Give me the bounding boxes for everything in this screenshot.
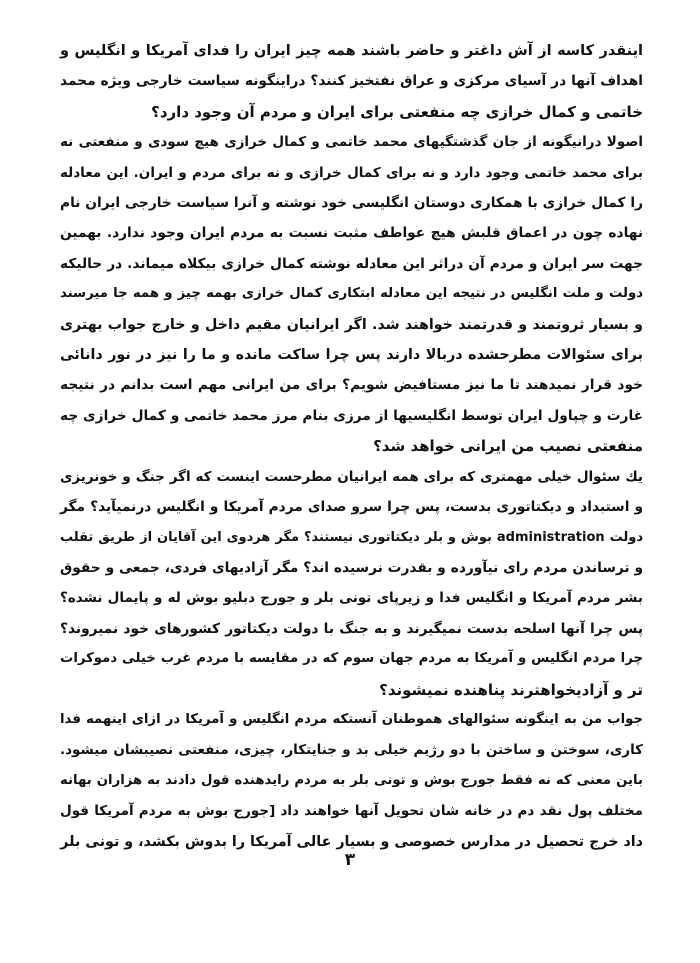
text-line: غارت و چپاول ایران توسط انگلیسیها از مرزی بنام مرز محمد خاتمی و کمال خرازی چه (60, 407, 643, 424)
text-line: تر و آزادیخواهترند پناهنده نمیشوند؟ (379, 680, 643, 699)
text-line: و استبداد و دیکتاتوری بدست، پس چرا سرو صدای مردم آمریکا و انگلیس درنمیآید؟ مگر (60, 499, 643, 516)
text-line: باین معنی که نه فقط جورج بوش و تونی بلر به مردم رایدهنده قول دادند به هزاران بهانه (60, 772, 643, 788)
text-line: چرا مردم انگلیس و آمریکا به مردم جهان سوم که در مقایسه با مردم غرب خیلی دموکرات (60, 651, 643, 667)
text-line: مختلف پول نقد دم در خانه شان تحویل آنها خواهند داد [جورج بوش به مردم آمریکا قول (60, 803, 643, 820)
text-line: جهت سر ایران و مردم آن دراثر این معادله نوشته کمال خرازی بیکلاه میماند. در حالیکه (60, 255, 643, 272)
text-line: برای سئوالات مطرحشده دربالا دارند پس چرا ساکت مانده و ما را نیز در نور دانائی (60, 347, 643, 364)
text-line: و ترساندن مردم رای نیآورده و بقدرت نرسیده اند؟ مگر آزادیهای فردی، جمعی و حقوق (60, 559, 643, 576)
text-line: یك سئوال خیلی مهمتری که برای همه ایرانیان مطرحست اینست که اگر جنگ و خونریزی (60, 468, 643, 485)
text-line: خاتمی و کمال خرازی چه منفعتی برای ایران و مردم آن وجود دارد؟ (151, 102, 643, 121)
text-line: کاری، سوختن و ساختن با دو رژیم خیلی بد و جنایتکار، چیزی، منفعتی نصیبشان میشود. (60, 742, 643, 759)
paragraph (60, 127, 643, 461)
text-line: خود قرار نمیدهند تا ما نیز مستافیض شویم؟ برای من ایرانی مهم است بدانم در نتیجه (60, 377, 643, 394)
text-line: و بسیار ثروتمند و قدرتمند خواهند شد. اگر ایرانیان مقیم داخل و خارج جواب بهتری (60, 316, 643, 333)
text-line: را کمال خرازی با همکاری دوستان انگلیسی خود نوشته و آنرا سیاست خارجی ایران نام (60, 195, 643, 212)
text-line: بشر مردم آمریکا و انگلیس فدا و زیرپای تونی بلر و جورج دبلیو بوش له و پایمال نشده؟ (60, 590, 643, 607)
text-line: جواب من به اینگونه سئوالهای هموطنان آنستکه مردم انگلیس و آمریکا در ازای اینهمه فدا (60, 711, 643, 727)
text-line: اهداف آنها در آسیای مرکزی و عراق نفتخیز کنند؟ دراینگونه سیاست خارجی ویژه محمد (60, 73, 643, 90)
body-text (60, 36, 643, 857)
text-line: اصولا درانیگونه از جان گذشتگیهای محمد خاتمی و کمال خرازی هیچ سودی و منفعتی نه (60, 134, 643, 151)
text-line: منفعتی نصیب من ایرانی خواهد شد؟ (373, 437, 643, 456)
paragraph (60, 705, 643, 857)
text-line: برای محمد خاتمی وجود دارد و نه برای کمال خرازی و نه برای مردم و ایران. این معادله (60, 164, 643, 181)
paragraph (60, 36, 643, 127)
text-line: اینقدر کاسه از آش داغتر و حاضر باشند همه چیز ایران را فدای آمریکا و انگلیس و (60, 43, 643, 59)
page-number: ۳ (344, 850, 356, 870)
text-line: داد خرج تحصیل در مدارس خصوصی و بسیار عالی آمریکا را بدوش بکشد، و تونی بلر (60, 833, 643, 850)
text-line: نهاده چون در اعماق قلبش هیچ عواطف مثبت نسبت به مردم ایران وجود ندارد. بهمین (60, 225, 643, 242)
text-line: دولت و ملت انگلیس در نتیجه این معادله ابتکاری کمال خرازی بهمه چیز و همه جا میرسند (60, 286, 643, 302)
paragraph (60, 462, 643, 705)
text-line: پس چرا آنها اسلحه بدست نمیگیرند و به جنگ با دولت دیکتاتور کشورهای خود نمیروند؟ (60, 620, 643, 637)
text-line: دولت administration بوش و بلر دیکتاتوری نیستند؟ مگر هردوی این آقایان از طریق تقلب (60, 529, 643, 545)
